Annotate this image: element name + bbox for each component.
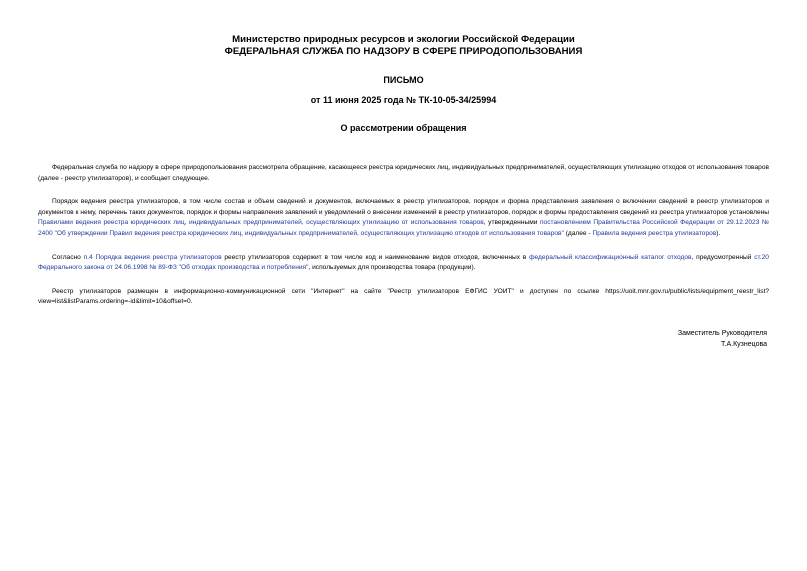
- document-type: ПИСЬМО: [383, 75, 424, 85]
- paragraph-3-text-b: реестр утилизаторов содержит в том числе код и наименование видов отходов, включенных в: [221, 253, 530, 261]
- waste-catalog-link[interactable]: федеральный классификационный каталог отходов: [529, 253, 692, 261]
- government-decree-link[interactable]: постановлением Правительства Российской Федерации от 29.12.2023 № 2400 "Об утверждении Правил ведения реестра юридических лиц, индивидуальных предпринимателей, осуществляющих утилизацию отходов от использования товаров": [38, 219, 769, 237]
- paragraph-2-text-b: , утвержденными: [483, 219, 540, 227]
- document-subject: О рассмотрении обращения: [340, 123, 467, 133]
- document-date-number: от 11 июня 2025 года № ТК-10-05-34/25994: [310, 95, 497, 105]
- signer-position: Заместитель Руководителя: [677, 330, 767, 337]
- paragraph-3: [38, 253, 769, 274]
- document-body: [38, 163, 769, 308]
- paragraph-2-text-a: Порядок ведения реестра утилизаторов, в том числе состав и объем сведений и документов, включаемых в реестр утилизаторов, порядок и форма представления заявления о включении сведений в реестр утилизаторов и документов к нему, перечень таких документов, порядок и формы направления заявлений и уведомлений о внесении изменений в реестр утилизаторов, порядок и формы предоставления сведений из реестра утилизаторов установлены: [38, 198, 769, 216]
- paragraph-3-text-d: , используемых для производства товара (продукции).: [308, 264, 476, 272]
- service-name: ФЕДЕРАЛЬНАЯ СЛУЖБА ПО НАДЗОРУ В СФЕРЕ ПРИРОДОПОЛЬЗОВАНИЯ: [224, 46, 583, 57]
- registry-rules-link[interactable]: Правила ведения реестра утилизаторов: [592, 229, 717, 237]
- paragraph-2: [38, 197, 769, 239]
- federal-law-link[interactable]: ст.20 Федерального закона от 24.06.1998 № 89-ФЗ "Об отходах производства и потребления": [38, 253, 769, 272]
- paragraph-4: Реестр утилизаторов размещен в информационно-коммуникационной сети "Интернет" на сайте "Реестр утилизаторов ЕФГИС УОИТ" и доступен по ссылке https://uoit.mnr.gov.ru/public/lists/equipment_reestr_list?view=list&listParams.ordering=-id&limit=10&offset=0.: [38, 287, 769, 306]
- ministry-name: Министерство природных ресурсов и экологии Российской Федерации: [232, 34, 575, 45]
- paragraph-3-text-a: Согласно: [52, 253, 84, 261]
- registry-procedure-link[interactable]: п.4 Порядка ведения реестра утилизаторов: [83, 253, 222, 261]
- paragraph-2-text-c: (далее -: [563, 229, 593, 237]
- signature-block: [678, 329, 767, 350]
- paragraph-1: Федеральная служба по надзору в сфере природопользования рассмотрела обращение, касающееся реестра юридических лиц, индивидуальных предпринимателей, осуществляющих утилизацию отходов от использования товаров (далее - реестр утилизаторов), и сообщает следующее.: [38, 164, 769, 182]
- rules-link[interactable]: Правилами ведения реестра юридических лиц, индивидуальных предпринимателей, осуществляющих утилизацию от использования товаров: [38, 219, 484, 227]
- signer-name: Т.А.Кузнецова: [721, 340, 767, 348]
- paragraph-2-text-d: ).: [716, 229, 721, 237]
- paragraph-3-text-c: , предусмотренный: [691, 253, 755, 261]
